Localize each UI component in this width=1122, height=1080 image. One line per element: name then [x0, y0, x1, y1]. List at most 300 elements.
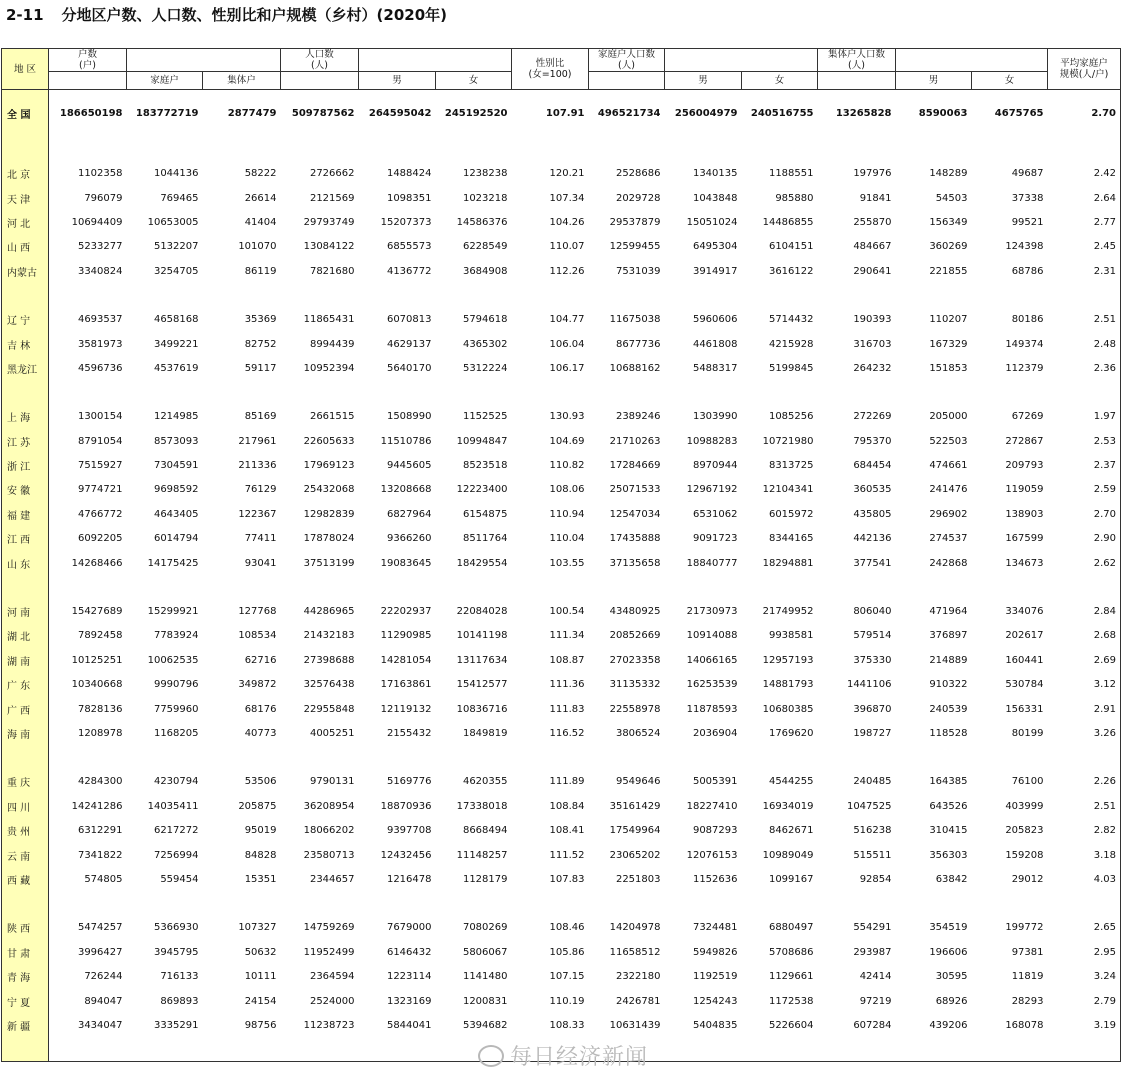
- cell-value: 1214985: [153, 411, 199, 423]
- cell-value: 25071533: [609, 484, 661, 496]
- cell-value: 9790131: [309, 776, 355, 788]
- cell-value: 484667: [853, 241, 892, 253]
- cell-value: 1508990: [386, 411, 432, 423]
- cell-value: 4365302: [462, 338, 508, 350]
- region-name: 河 北: [2, 210, 49, 234]
- cell-value: 7759960: [153, 703, 199, 715]
- cell-value: 62716: [244, 654, 277, 666]
- cell-value: 108.33: [549, 1019, 585, 1031]
- cell-value: 2.91: [1048, 697, 1121, 721]
- cell-value: 97381: [1011, 946, 1044, 958]
- cell-value: 98756: [244, 1019, 277, 1031]
- cell-value: 164385: [929, 776, 968, 788]
- cell-value: 105.86: [549, 946, 585, 958]
- cell-value: 9549646: [615, 776, 661, 788]
- cell-value: 110.07: [549, 241, 585, 253]
- cell-value: 7256994: [153, 849, 199, 861]
- cell-value: 2.59: [1048, 478, 1121, 502]
- cell-value: 13208668: [380, 484, 432, 496]
- cell-value: 7679000: [386, 922, 432, 934]
- cell-value: 167329: [929, 338, 968, 350]
- cell-value: 684454: [853, 460, 892, 472]
- cell-value: 1047525: [846, 800, 892, 812]
- cell-value: 4.03: [1048, 867, 1121, 891]
- cell-value: 293987: [853, 946, 892, 958]
- cell-value: 522503: [929, 435, 968, 447]
- cell-value: 86119: [244, 265, 277, 277]
- cell-value: 68926: [935, 995, 968, 1007]
- cell-value: 14035411: [147, 800, 199, 812]
- cell-value: 256004979: [674, 108, 738, 120]
- region-name: 青 海: [2, 964, 49, 988]
- cell-value: 67269: [1011, 411, 1044, 423]
- cell-value: 151853: [929, 362, 968, 374]
- cell-value: 509787562: [291, 108, 355, 120]
- table-row: [2, 794, 1121, 818]
- cell-value: 1023218: [462, 192, 508, 204]
- cell-value: 111.52: [549, 849, 585, 861]
- cell-value: 515511: [853, 849, 892, 861]
- cell-value: 108.84: [549, 800, 585, 812]
- spacer-row: [2, 381, 1121, 405]
- cell-value: 264595042: [368, 108, 432, 120]
- cell-value: 3.18: [1048, 843, 1121, 867]
- cell-value: 108.41: [549, 825, 585, 837]
- cell-value: 100.54: [549, 606, 585, 618]
- cell-value: 112.26: [549, 265, 585, 277]
- cell-value: 10721980: [762, 435, 814, 447]
- cell-value: 2.36: [1048, 356, 1121, 380]
- cell-value: 22558978: [609, 703, 661, 715]
- cell-value: 442136: [853, 533, 892, 545]
- cell-value: 9990796: [153, 679, 199, 691]
- cell-value: 240539: [929, 703, 968, 715]
- region-name: 湖 南: [2, 648, 49, 672]
- cell-value: 15051024: [686, 216, 738, 228]
- cell-value: 10994847: [456, 435, 508, 447]
- cell-value: 8994439: [309, 338, 355, 350]
- cell-value: 8523518: [462, 460, 508, 472]
- cell-value: 1172538: [768, 995, 814, 1007]
- cell-value: 14066165: [686, 654, 738, 666]
- cell-value: 272269: [853, 411, 892, 423]
- cell-value: 53506: [244, 776, 277, 788]
- cell-value: 2389246: [615, 411, 661, 423]
- cell-value: 8313725: [768, 460, 814, 472]
- table-row: [2, 818, 1121, 842]
- cell-value: 111.83: [549, 703, 585, 715]
- cell-value: 1769620: [768, 728, 814, 739]
- cell-value: 10914088: [686, 630, 738, 642]
- cell-value: 5806067: [462, 946, 508, 958]
- cell-value: 167599: [1005, 533, 1044, 545]
- cell-value: 3945795: [153, 946, 199, 958]
- cell-value: 2.90: [1048, 527, 1121, 551]
- cell-value: 23580713: [303, 849, 355, 861]
- cell-value: 3.26: [1048, 721, 1121, 745]
- cell-value: 5233277: [77, 241, 123, 253]
- cell-value: 85169: [244, 411, 277, 423]
- table-row: [2, 624, 1121, 648]
- cell-value: 2364594: [309, 971, 355, 983]
- cell-value: 4693537: [77, 314, 123, 326]
- cell-value: 17969123: [303, 460, 355, 472]
- region-name: 湖 北: [2, 624, 49, 648]
- cell-value: 5226604: [768, 1019, 814, 1031]
- cell-value: 806040: [853, 606, 892, 618]
- cell-value: 9445605: [386, 460, 432, 472]
- cell-value: 58222: [244, 168, 277, 180]
- table-row: [2, 453, 1121, 477]
- cell-value: 1323169: [386, 995, 432, 1007]
- cell-value: 27023358: [609, 654, 661, 666]
- table-row: [2, 210, 1121, 234]
- table-row: [2, 721, 1121, 745]
- region-name: 云 南: [2, 843, 49, 867]
- cell-value: 6228549: [462, 241, 508, 253]
- cell-value: 107.91: [545, 108, 585, 120]
- cell-value: 15207373: [380, 216, 432, 228]
- cell-value: 403999: [1005, 800, 1044, 812]
- cell-value: 10631439: [609, 1019, 661, 1031]
- cell-value: 12104341: [762, 484, 814, 496]
- cell-value: 7341822: [77, 849, 123, 861]
- cell-value: 3684908: [462, 265, 508, 277]
- cell-value: 42414: [859, 971, 892, 983]
- cell-value: 111.89: [549, 776, 585, 788]
- cell-value: 211336: [238, 460, 277, 472]
- cell-value: 1098351: [386, 192, 432, 204]
- cell-value: 93041: [244, 557, 277, 569]
- header-population-sub-spacer: [359, 49, 512, 72]
- header-collective-pop-sub-spacer: [896, 49, 1048, 72]
- cell-value: 5394682: [462, 1019, 508, 1031]
- cell-value: 134673: [1005, 557, 1044, 569]
- cell-value: 1238238: [462, 168, 508, 180]
- cell-value: 22202937: [380, 606, 432, 618]
- cell-value: 1129661: [768, 971, 814, 983]
- cell-value: 2.37: [1048, 453, 1121, 477]
- cell-value: 7304591: [153, 460, 199, 472]
- region-name: 天 津: [2, 186, 49, 210]
- table-row: [2, 405, 1121, 429]
- cell-value: 10125251: [71, 654, 123, 666]
- cell-value: 1849819: [462, 728, 508, 739]
- table-row: [2, 235, 1121, 259]
- cell-value: 4643405: [153, 508, 199, 520]
- cell-value: 14586376: [456, 216, 508, 228]
- cell-value: 726244: [84, 971, 123, 983]
- cell-value: 1188551: [768, 168, 814, 180]
- cell-value: 5949826: [692, 946, 738, 958]
- cell-value: 2528686: [615, 168, 661, 180]
- cell-value: 106.17: [549, 362, 585, 374]
- cell-value: 4005251: [309, 728, 355, 739]
- cell-value: 4136772: [386, 265, 432, 277]
- cell-value: 199772: [1005, 922, 1044, 934]
- cell-value: 1216478: [386, 873, 432, 885]
- cell-value: 14175425: [147, 557, 199, 569]
- region-name: 安 徽: [2, 478, 49, 502]
- cell-value: 12547034: [609, 508, 661, 520]
- header-population-blank: [281, 72, 359, 90]
- cell-value: 360535: [853, 484, 892, 496]
- cell-value: 12957193: [762, 654, 814, 666]
- cell-value: 310415: [929, 825, 968, 837]
- cell-value: 272867: [1005, 435, 1044, 447]
- header-avg-size: 平均家庭户 规模(人/户): [1048, 49, 1121, 90]
- cell-value: 716133: [160, 971, 199, 983]
- cell-value: 4658168: [153, 314, 199, 326]
- table-title: [6, 4, 447, 25]
- cell-value: 10836716: [456, 703, 508, 715]
- cell-value: 1152636: [692, 873, 738, 885]
- cell-value: 4461808: [692, 338, 738, 350]
- cell-value: 3.19: [1048, 1013, 1121, 1037]
- cell-value: 124398: [1005, 241, 1044, 253]
- cell-value: 5199845: [768, 362, 814, 374]
- cell-value: 6217272: [153, 825, 199, 837]
- cell-value: 12076153: [686, 849, 738, 861]
- cell-value: 17338018: [456, 800, 508, 812]
- cell-value: 4766772: [77, 508, 123, 520]
- cell-value: 5312224: [462, 362, 508, 374]
- cell-value: 3254705: [153, 265, 199, 277]
- cell-value: 6312291: [77, 825, 123, 837]
- header-pop-male: 男: [359, 72, 436, 90]
- cell-value: 15351: [244, 873, 277, 885]
- cell-value: 63842: [935, 873, 968, 885]
- cell-value: 5366930: [153, 922, 199, 934]
- table-row: [2, 356, 1121, 380]
- cell-value: 356303: [929, 849, 968, 861]
- cell-value: 5794618: [462, 314, 508, 326]
- cell-value: 76100: [1011, 776, 1044, 788]
- spacer-row: [2, 138, 1121, 162]
- cell-value: 240485: [853, 776, 892, 788]
- cell-value: 22605633: [303, 435, 355, 447]
- cell-value: 197976: [853, 168, 892, 180]
- table-row: [2, 648, 1121, 672]
- cell-value: 2.45: [1048, 235, 1121, 259]
- cell-value: 7515927: [77, 460, 123, 472]
- cell-value: 9366260: [386, 533, 432, 545]
- cell-value: 40773: [244, 728, 277, 739]
- cell-value: 5005391: [692, 776, 738, 788]
- cell-value: 36208954: [303, 800, 355, 812]
- cell-value: 120.21: [549, 168, 585, 180]
- cell-value: 21730973: [686, 606, 738, 618]
- cell-value: 80199: [1011, 728, 1044, 739]
- region-name: 内蒙古: [2, 259, 49, 283]
- cell-value: 2.69: [1048, 648, 1121, 672]
- cell-value: 18294881: [762, 557, 814, 569]
- cell-value: 119059: [1005, 484, 1044, 496]
- header-family-pop-sub-spacer: [665, 49, 818, 72]
- cell-value: 11878593: [686, 703, 738, 715]
- cell-value: 12982839: [303, 508, 355, 520]
- cell-value: 23065202: [609, 849, 661, 861]
- cell-value: 103.55: [549, 557, 585, 569]
- cell-value: 15299921: [147, 606, 199, 618]
- cell-value: 5132207: [153, 241, 199, 253]
- cell-value: 3581973: [77, 338, 123, 350]
- cell-value: 7783924: [153, 630, 199, 642]
- cell-value: 11952499: [303, 946, 355, 958]
- table-row: [2, 527, 1121, 551]
- cell-value: 3996427: [77, 946, 123, 958]
- weibo-icon: [478, 1045, 504, 1067]
- region-name: 海 南: [2, 721, 49, 745]
- cell-value: 37135658: [609, 557, 661, 569]
- cell-value: 49687: [1011, 168, 1044, 180]
- cell-value: 11675038: [609, 314, 661, 326]
- cell-value: 6070813: [386, 314, 432, 326]
- cell-value: 217961: [238, 435, 277, 447]
- cell-value: 5960606: [692, 314, 738, 326]
- cell-value: 5474257: [77, 922, 123, 934]
- cell-value: 13084122: [303, 241, 355, 253]
- cell-value: 29537879: [609, 216, 661, 228]
- cell-value: 1085256: [768, 411, 814, 423]
- cell-value: 1141480: [462, 971, 508, 983]
- cell-value: 95019: [244, 825, 277, 837]
- cell-value: 360269: [929, 241, 968, 253]
- region-name: 上 海: [2, 405, 49, 429]
- cell-value: 2.95: [1048, 940, 1121, 964]
- cell-value: 4675765: [994, 108, 1044, 120]
- cell-value: 3616122: [768, 265, 814, 277]
- cell-value: 22084028: [456, 606, 508, 618]
- cell-value: 76129: [244, 484, 277, 496]
- cell-value: 3.24: [1048, 964, 1121, 988]
- cell-value: 2.70: [1048, 502, 1121, 526]
- cell-value: 110207: [929, 314, 968, 326]
- cell-value: 7828136: [77, 703, 123, 715]
- spacer-row: [2, 575, 1121, 599]
- cell-value: 7080269: [462, 922, 508, 934]
- cell-value: 376897: [929, 630, 968, 642]
- table-row: [2, 770, 1121, 794]
- cell-value: 3914917: [692, 265, 738, 277]
- cell-value: 91841: [859, 192, 892, 204]
- table-row: [2, 989, 1121, 1013]
- cell-value: 205875: [238, 800, 277, 812]
- cell-value: 6154875: [462, 508, 508, 520]
- cell-value: 607284: [853, 1019, 892, 1031]
- cell-value: 111.36: [549, 679, 585, 691]
- cell-value: 10989049: [762, 849, 814, 861]
- cell-value: 148289: [929, 168, 968, 180]
- cell-value: 2.51: [1048, 794, 1121, 818]
- cell-value: 101070: [238, 241, 277, 253]
- table-row: [2, 867, 1121, 891]
- header-family-hh: 家庭户: [127, 72, 203, 90]
- cell-value: 1.97: [1048, 405, 1121, 429]
- spacer-row: [2, 892, 1121, 916]
- cell-value: 2.79: [1048, 989, 1121, 1013]
- cell-value: 116.52: [549, 728, 585, 739]
- cell-value: 240516755: [750, 108, 814, 120]
- cell-value: 6015972: [768, 508, 814, 520]
- cell-value: 138903: [1005, 508, 1044, 520]
- cell-value: 2.62: [1048, 551, 1121, 575]
- cell-value: 11865431: [303, 314, 355, 326]
- cell-value: 2029728: [615, 192, 661, 204]
- cell-value: 209793: [1005, 460, 1044, 472]
- cell-value: 32576438: [303, 679, 355, 691]
- cell-value: 18870936: [380, 800, 432, 812]
- cell-value: 8344165: [768, 533, 814, 545]
- cell-value: 12432456: [380, 849, 432, 861]
- cell-value: 769465: [160, 192, 199, 204]
- cell-value: 156349: [929, 216, 968, 228]
- cell-value: 10141198: [456, 630, 508, 642]
- cell-value: 30595: [935, 971, 968, 983]
- cell-value: 1340135: [692, 168, 738, 180]
- cell-value: 21710263: [609, 435, 661, 447]
- cell-value: 2251803: [615, 873, 661, 885]
- cell-value: 10111: [244, 971, 277, 983]
- cell-value: 59117: [244, 362, 277, 374]
- header-population: 人口数 (人): [281, 49, 359, 72]
- cell-value: 8462671: [768, 825, 814, 837]
- cell-value: 10062535: [147, 654, 199, 666]
- cell-value: 18227410: [686, 800, 738, 812]
- region-name: 重 庆: [2, 770, 49, 794]
- table-row: [2, 599, 1121, 623]
- cell-value: 54503: [935, 192, 968, 204]
- cell-value: 1441106: [846, 679, 892, 691]
- cell-value: 108.06: [549, 484, 585, 496]
- table-row: [2, 964, 1121, 988]
- header-collective-male: 男: [896, 72, 972, 90]
- cell-value: 2.42: [1048, 162, 1121, 186]
- cell-value: 1044136: [153, 168, 199, 180]
- cell-value: 9091723: [692, 533, 738, 545]
- cell-value: 1152525: [462, 411, 508, 423]
- cell-value: 14881793: [762, 679, 814, 691]
- cell-value: 579514: [853, 630, 892, 642]
- cell-value: 2.26: [1048, 770, 1121, 794]
- region-name: 四 川: [2, 794, 49, 818]
- cell-value: 99521: [1011, 216, 1044, 228]
- cell-value: 5708686: [768, 946, 814, 958]
- cell-value: 108534: [238, 630, 277, 642]
- cell-value: 435805: [853, 508, 892, 520]
- cell-value: 496521734: [597, 108, 661, 120]
- cell-value: 334076: [1005, 606, 1044, 618]
- cell-value: 20852669: [609, 630, 661, 642]
- region-name: 吉 林: [2, 332, 49, 356]
- cell-value: 107.83: [549, 873, 585, 885]
- region-name: 辽 宁: [2, 307, 49, 331]
- table-row: [2, 186, 1121, 210]
- cell-value: 16934019: [762, 800, 814, 812]
- cell-value: 1192519: [692, 971, 738, 983]
- cell-value: 643526: [929, 800, 968, 812]
- cell-value: 168078: [1005, 1019, 1044, 1031]
- cell-value: 19083645: [380, 557, 432, 569]
- cell-value: 44286965: [303, 606, 355, 618]
- cell-value: 159208: [1005, 849, 1044, 861]
- region-name: 江 西: [2, 527, 49, 551]
- cell-value: 106.04: [549, 338, 585, 350]
- cell-value: 5844041: [386, 1019, 432, 1031]
- table-row: [2, 502, 1121, 526]
- cell-value: 516238: [853, 825, 892, 837]
- cell-value: 559454: [160, 873, 199, 885]
